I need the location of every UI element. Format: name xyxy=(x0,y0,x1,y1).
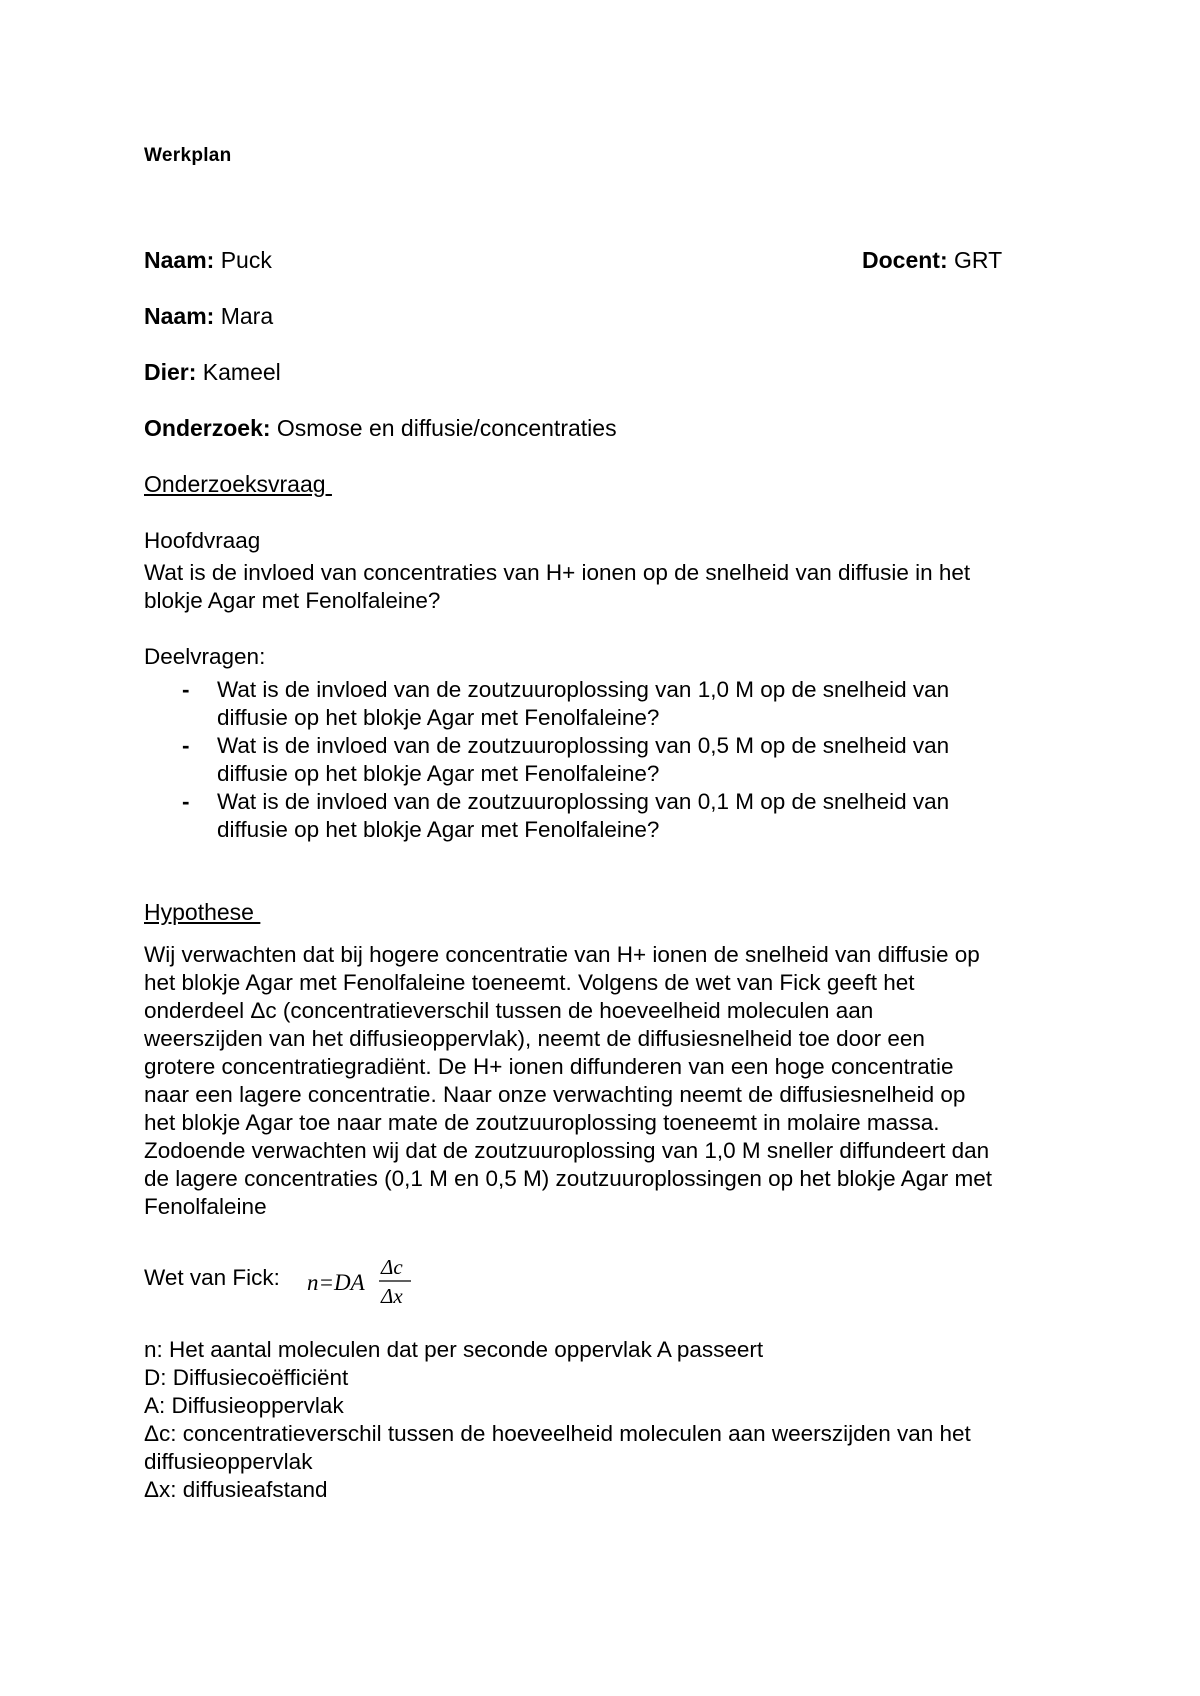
field-label: Docent: xyxy=(862,247,948,273)
field-label: Onderzoek: xyxy=(144,415,271,441)
list-item xyxy=(144,676,1044,732)
list-item-line: diffusie op het blokje Agar met Fenolfaleine? xyxy=(217,817,660,842)
list-item-line: diffusie op het blokje Agar met Fenolfaleine? xyxy=(217,705,660,730)
hoofdvraag-label: Hoofdvraag xyxy=(144,528,261,553)
list-item-line: Wat is de invloed van de zoutzuuroplossing van 1,0 M op de snelheid van xyxy=(217,677,950,702)
field-naam-1 xyxy=(144,247,272,274)
list-item-line: Wat is de invloed van de zoutzuuroplossing van 0,5 M op de snelheid van xyxy=(217,733,950,758)
hoofdvraag-line: Wat is de invloed van concentraties van H+ ionen op de snelheid van diffusie in het xyxy=(144,560,971,585)
paragraph-line: Wij verwachten dat bij hogere concentratie van H+ ionen de snelheid van diffusie op xyxy=(144,942,980,967)
field-naam-2 xyxy=(144,303,273,330)
paragraph-line: grotere concentratiegradiënt. De H+ ionen diffunderen van een hoge concentratie xyxy=(144,1054,954,1079)
deelvragen-list xyxy=(144,676,1044,844)
list-dash: - xyxy=(182,789,190,814)
formula-numerator: Δc xyxy=(381,1255,403,1279)
definition-line: Δc: concentratieverschil tussen de hoeveelheid moleculen aan weerszijden van het xyxy=(144,1421,971,1446)
fick-formula xyxy=(305,1250,425,1310)
field-value: GRT xyxy=(954,247,1003,273)
paragraph-line: onderdeel Δc (concentratieverschil tussen de hoeveelheid moleculen aan xyxy=(144,998,874,1023)
list-item-line: diffusie op het blokje Agar met Fenolfaleine? xyxy=(217,761,660,786)
deelvragen-label: Deelvragen: xyxy=(144,644,266,669)
paragraph-line: Fenolfaleine xyxy=(144,1194,267,1219)
field-value: Osmose en diffusie/concentraties xyxy=(276,415,617,441)
list-dash: - xyxy=(182,677,190,702)
hoofdvraag-line: blokje Agar met Fenolfaleine? xyxy=(144,588,441,613)
list-item-line: Wat is de invloed van de zoutzuuroplossing van 0,1 M op de snelheid van xyxy=(217,789,950,814)
definition-line: diffusieoppervlak xyxy=(144,1449,313,1474)
field-label: Naam: xyxy=(144,247,215,273)
hypothese-paragraph xyxy=(144,941,1084,1221)
list-item xyxy=(144,732,1044,788)
formula-lhs: n=DA xyxy=(307,1270,365,1295)
field-label: Naam: xyxy=(144,303,215,329)
paragraph-line: de lagere concentraties (0,1 M en 0,5 M) zoutzuuroplossingen op het blokje Agar met xyxy=(144,1166,992,1191)
paragraph-line: het blokje Agar met Fenolfaleine toeneemt. Volgens de wet van Fick geeft het xyxy=(144,970,915,995)
field-value: Mara xyxy=(220,303,274,329)
definitions-list xyxy=(144,1336,1084,1504)
paragraph-line: het blokje Agar toe naar mate de zoutzuuroplossing toeneemt in molaire massa. xyxy=(144,1110,940,1135)
field-onderzoek xyxy=(144,415,617,442)
paragraph-line: weerszijden van het diffusieoppervlak), neemt de diffusiesnelheid toe door een xyxy=(144,1026,925,1051)
field-docent xyxy=(862,247,1002,274)
definition-line: A: Diffusieoppervlak xyxy=(144,1393,344,1418)
formula-denominator: Δx xyxy=(381,1284,403,1308)
definition-line: D: Diffusiecoëfficiënt xyxy=(144,1365,349,1390)
list-dash: - xyxy=(182,733,190,758)
paragraph-line: Zodoende verwachten wij dat de zoutzuuroplossing van 1,0 M sneller diffundeert dan xyxy=(144,1138,990,1163)
field-label: Dier: xyxy=(144,359,197,385)
field-value: Kameel xyxy=(202,359,281,385)
field-value: Puck xyxy=(220,247,272,273)
onderzoeksvraag-heading: Onderzoeksvraag xyxy=(144,471,332,497)
paragraph-line: naar een lagere concentratie. Naar onze verwachting neemt de diffusiesnelheid op xyxy=(144,1082,966,1107)
list-item xyxy=(144,788,1044,844)
definition-line: Δx: diffusieafstand xyxy=(144,1477,328,1502)
fick-label: Wet van Fick: xyxy=(144,1265,280,1290)
hypothese-heading: Hypothese xyxy=(144,899,261,925)
document-title: Werkplan xyxy=(144,145,232,166)
field-dier xyxy=(144,359,281,386)
definition-line: n: Het aantal moleculen dat per seconde oppervlak A passeert xyxy=(144,1337,764,1362)
